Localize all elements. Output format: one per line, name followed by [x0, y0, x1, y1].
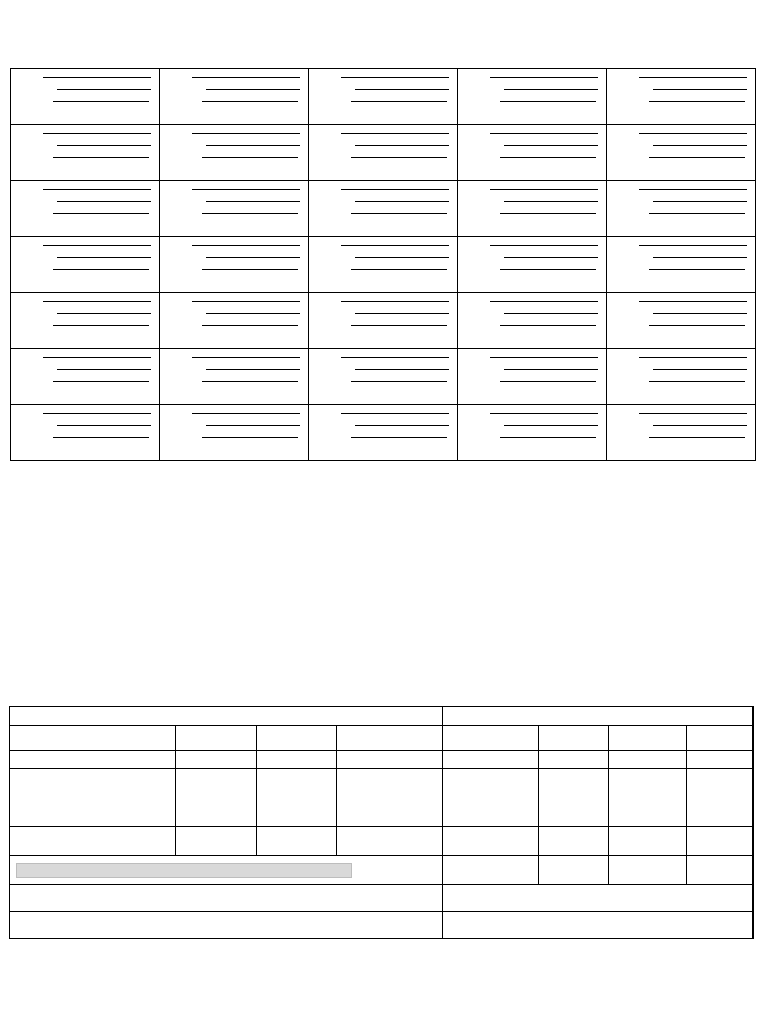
entry-line: [355, 313, 449, 314]
entry-line: [649, 101, 745, 102]
form-footer-left-2[interactable]: [10, 912, 443, 939]
entry-line: [355, 89, 449, 90]
entry-line: [490, 301, 598, 302]
form-cell[interactable]: [609, 769, 687, 827]
form-cell[interactable]: [539, 769, 609, 827]
entry-line: [192, 245, 300, 246]
entry-line: [202, 213, 298, 214]
entry-line: [202, 437, 298, 438]
entry-line: [351, 269, 447, 270]
entry-line: [490, 133, 598, 134]
form-footer-right-2[interactable]: [443, 912, 753, 939]
entry-line: [57, 369, 151, 370]
entry-line: [341, 413, 449, 414]
entry-cell[interactable]: [458, 125, 607, 181]
form-cell[interactable]: [176, 769, 257, 827]
entry-cell[interactable]: [11, 405, 160, 461]
entry-line: [351, 381, 447, 382]
entry-cell[interactable]: [607, 293, 756, 349]
entry-line: [53, 213, 149, 214]
entry-cell[interactable]: [309, 405, 458, 461]
entry-cell[interactable]: [11, 349, 160, 405]
entry-line: [43, 77, 151, 78]
entry-line: [500, 213, 596, 214]
form-footer-left-1[interactable]: [10, 885, 443, 912]
gray-field-bar[interactable]: [16, 863, 352, 878]
entry-line: [504, 369, 598, 370]
entry-line: [192, 357, 300, 358]
form-footer-right-1[interactable]: [443, 885, 753, 912]
entry-line: [43, 245, 151, 246]
form-cell[interactable]: [10, 751, 176, 769]
entry-cell[interactable]: [11, 181, 160, 237]
entry-line: [202, 381, 298, 382]
form-header-row: [10, 707, 753, 726]
entry-line: [504, 145, 598, 146]
entry-line: [351, 213, 447, 214]
entry-line: [639, 357, 747, 358]
entry-line: [202, 269, 298, 270]
entry-cell[interactable]: [607, 237, 756, 293]
form-cell[interactable]: [609, 856, 687, 885]
entry-line: [341, 357, 449, 358]
entry-line: [206, 313, 300, 314]
entry-line: [355, 201, 449, 202]
entry-line: [639, 301, 747, 302]
entry-cell[interactable]: [458, 349, 607, 405]
entry-line: [192, 413, 300, 414]
entry-line: [202, 325, 298, 326]
entry-line: [53, 437, 149, 438]
entry-line: [504, 313, 598, 314]
entry-cell[interactable]: [607, 349, 756, 405]
entry-cell[interactable]: [309, 69, 458, 125]
entry-cell[interactable]: [11, 69, 160, 125]
form-cell[interactable]: [443, 769, 539, 827]
entry-cell[interactable]: [160, 181, 309, 237]
entry-line: [341, 301, 449, 302]
form-row-thin: [10, 751, 753, 769]
entry-line: [43, 301, 151, 302]
entry-line: [206, 425, 300, 426]
entry-line: [57, 257, 151, 258]
entry-line: [504, 257, 598, 258]
form-footer-row-2: [10, 912, 753, 939]
form-col-1[interactable]: [10, 726, 176, 751]
entry-grid-row: [11, 237, 756, 293]
entry-cell[interactable]: [11, 125, 160, 181]
form-col-8[interactable]: [687, 726, 753, 751]
entry-grid-row: [11, 293, 756, 349]
entry-cell[interactable]: [11, 237, 160, 293]
entry-line: [53, 269, 149, 270]
form-cell[interactable]: [257, 769, 337, 827]
entry-line: [341, 245, 449, 246]
form-cell[interactable]: [443, 751, 539, 769]
entry-line: [500, 269, 596, 270]
entry-cell[interactable]: [607, 125, 756, 181]
entry-line: [639, 77, 747, 78]
entry-line: [500, 101, 596, 102]
entry-grid-row: [11, 405, 756, 461]
entry-cell[interactable]: [160, 293, 309, 349]
entry-line: [57, 313, 151, 314]
entry-line: [206, 89, 300, 90]
form-cell[interactable]: [337, 769, 443, 827]
entry-line: [500, 325, 596, 326]
entry-cell[interactable]: [160, 237, 309, 293]
form-col-4[interactable]: [337, 726, 443, 751]
entry-line: [500, 381, 596, 382]
form-cell[interactable]: [257, 827, 337, 856]
entry-cell[interactable]: [160, 125, 309, 181]
entry-line: [490, 245, 598, 246]
entry-line: [341, 133, 449, 134]
form-cell[interactable]: [539, 827, 609, 856]
entry-line: [355, 369, 449, 370]
form-cell[interactable]: [687, 856, 753, 885]
entry-line: [192, 301, 300, 302]
form-cell[interactable]: [443, 827, 539, 856]
entry-cell[interactable]: [160, 69, 309, 125]
form-bar-cell: [10, 856, 443, 885]
entry-cell[interactable]: [607, 69, 756, 125]
entry-line: [653, 257, 747, 258]
entry-line: [202, 101, 298, 102]
entry-line: [57, 145, 151, 146]
entry-grid-row: [11, 349, 756, 405]
form-col-5[interactable]: [443, 726, 539, 751]
entry-cell[interactable]: [309, 181, 458, 237]
form-header-left: [10, 707, 443, 726]
entry-line: [206, 145, 300, 146]
entry-cell[interactable]: [458, 237, 607, 293]
entry-line: [57, 425, 151, 426]
entry-line: [341, 77, 449, 78]
form-cell[interactable]: [687, 827, 753, 856]
entry-line: [53, 157, 149, 158]
entry-line: [490, 77, 598, 78]
entry-line: [206, 201, 300, 202]
entry-line: [500, 157, 596, 158]
form-cell[interactable]: [609, 751, 687, 769]
entry-cell[interactable]: [309, 125, 458, 181]
entry-line: [53, 101, 149, 102]
entry-line: [43, 413, 151, 414]
entry-line: [504, 201, 598, 202]
entry-line: [649, 437, 745, 438]
entry-line: [351, 437, 447, 438]
entry-grid-body: [11, 69, 756, 461]
entry-cell[interactable]: [607, 181, 756, 237]
form-cell[interactable]: [687, 769, 753, 827]
entry-line: [653, 145, 747, 146]
entry-line: [653, 89, 747, 90]
entry-grid: [10, 68, 756, 461]
entry-line: [649, 157, 745, 158]
entry-grid-row: [11, 125, 756, 181]
entry-cell[interactable]: [607, 405, 756, 461]
entry-line: [206, 369, 300, 370]
entry-line: [192, 189, 300, 190]
entry-line: [43, 357, 151, 358]
entry-line: [649, 269, 745, 270]
entry-cell[interactable]: [458, 293, 607, 349]
form-col-6[interactable]: [539, 726, 609, 751]
form-cell[interactable]: [337, 751, 443, 769]
entry-grid-row: [11, 69, 756, 125]
entry-line: [355, 425, 449, 426]
entry-line: [192, 77, 300, 78]
summary-form: [9, 706, 754, 939]
entry-line: [504, 89, 598, 90]
entry-line: [649, 325, 745, 326]
entry-line: [490, 413, 598, 414]
form-cell[interactable]: [257, 751, 337, 769]
entry-cell[interactable]: [309, 237, 458, 293]
entry-line: [43, 133, 151, 134]
entry-line: [355, 145, 449, 146]
entry-cell[interactable]: [160, 349, 309, 405]
entry-line: [53, 381, 149, 382]
form-cell[interactable]: [539, 751, 609, 769]
form-cell[interactable]: [609, 827, 687, 856]
form-footer-row-1: [10, 885, 753, 912]
entry-line: [653, 425, 747, 426]
entry-line: [351, 101, 447, 102]
form-col-2[interactable]: [176, 726, 257, 751]
entry-line: [639, 245, 747, 246]
entry-cell[interactable]: [309, 293, 458, 349]
entry-cell[interactable]: [458, 405, 607, 461]
entry-line: [653, 313, 747, 314]
form-header-right: [443, 707, 753, 726]
entry-line: [639, 413, 747, 414]
form-cell[interactable]: [443, 856, 539, 885]
entry-line: [57, 89, 151, 90]
entry-line: [43, 189, 151, 190]
entry-line: [206, 257, 300, 258]
entry-line: [504, 425, 598, 426]
entry-line: [500, 437, 596, 438]
entry-line: [653, 369, 747, 370]
form-cell[interactable]: [10, 769, 176, 827]
entry-line: [341, 189, 449, 190]
form-row-mid: [10, 827, 753, 856]
form-cell[interactable]: [176, 827, 257, 856]
entry-cell[interactable]: [458, 69, 607, 125]
entry-line: [355, 257, 449, 258]
form-cell[interactable]: [10, 827, 176, 856]
entry-line: [57, 201, 151, 202]
entry-cell[interactable]: [160, 405, 309, 461]
entry-line: [490, 357, 598, 358]
form-col-7[interactable]: [609, 726, 687, 751]
entry-line: [653, 201, 747, 202]
form-cell[interactable]: [687, 751, 753, 769]
entry-line: [202, 157, 298, 158]
entry-line: [490, 189, 598, 190]
entry-line: [649, 213, 745, 214]
form-cell[interactable]: [176, 751, 257, 769]
entry-cell[interactable]: [458, 181, 607, 237]
entry-line: [639, 189, 747, 190]
form-row-tall: [10, 769, 753, 827]
form-column-row: [10, 726, 753, 751]
entry-line: [53, 325, 149, 326]
form-cell[interactable]: [539, 856, 609, 885]
entry-cell[interactable]: [11, 293, 160, 349]
entry-line: [649, 381, 745, 382]
form-cell[interactable]: [337, 827, 443, 856]
entry-grid-row: [11, 181, 756, 237]
entry-line: [639, 133, 747, 134]
form-col-3[interactable]: [257, 726, 337, 751]
entry-line: [192, 133, 300, 134]
entry-line: [351, 157, 447, 158]
entry-cell[interactable]: [309, 349, 458, 405]
form-row-bar: [10, 856, 753, 885]
entry-line: [351, 325, 447, 326]
